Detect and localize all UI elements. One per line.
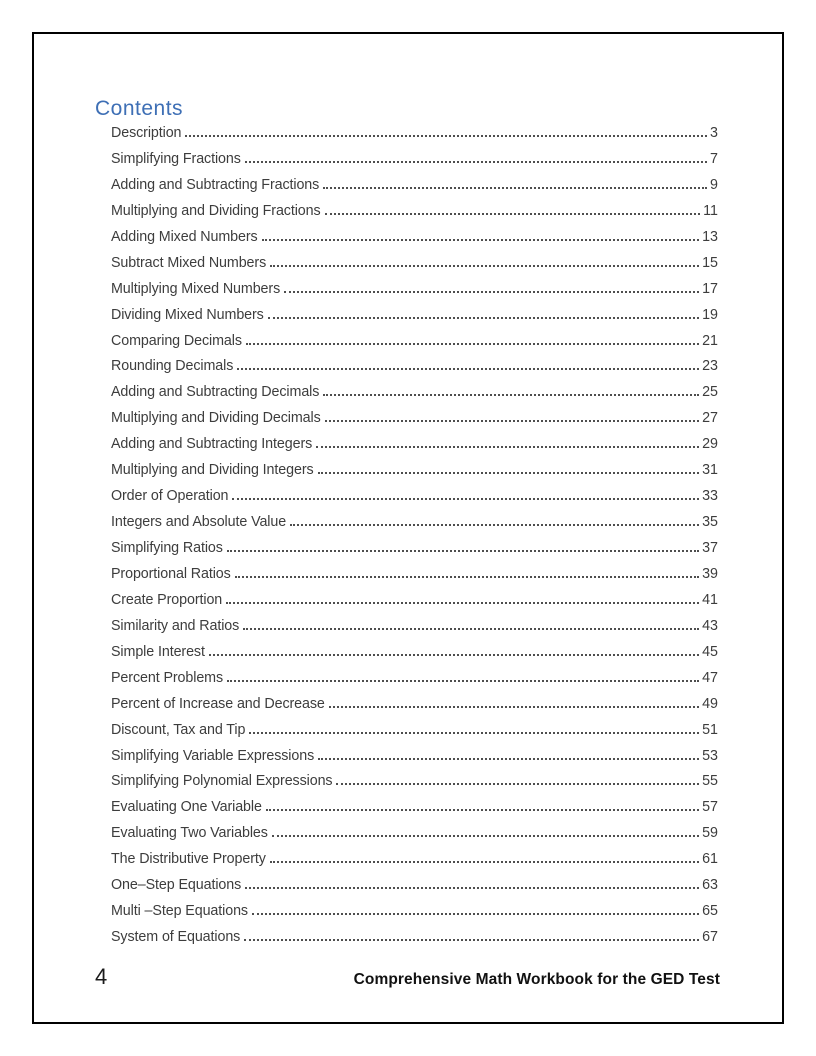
toc-entry-title: Adding and Subtracting Decimals [111, 384, 320, 401]
toc-entry-page: 13 [702, 228, 718, 245]
toc-leader-dots [284, 291, 699, 293]
toc-entry-title: Description [111, 125, 182, 141]
toc-entry-page: 63 [702, 877, 718, 894]
toc-entry-page: 45 [702, 643, 718, 660]
toc-entry [111, 696, 718, 722]
toc-entry [111, 203, 718, 229]
toc-entry [111, 436, 718, 462]
toc-leader-dots [245, 887, 699, 889]
toc-entry-page: 25 [702, 384, 718, 401]
toc-entry [111, 255, 718, 281]
toc-entry-page: 39 [702, 565, 718, 582]
book-title: Comprehensive Math Workbook for the GED Test [353, 971, 720, 988]
toc-entry-title: Comparing Decimals [111, 332, 242, 349]
toc-entry-title: Simplifying Fractions [111, 150, 241, 167]
toc-entry-page: 23 [702, 358, 718, 375]
toc-entry-page: 27 [702, 410, 718, 427]
toc-leader-dots [316, 446, 699, 448]
toc-entry [111, 307, 718, 333]
page-border [32, 32, 784, 1024]
toc-leader-dots [272, 835, 699, 837]
toc-entry-title: Multiplying and Dividing Integers [111, 462, 314, 479]
toc-entry [111, 229, 718, 255]
toc-entry [111, 825, 718, 851]
toc-entry [111, 877, 718, 903]
toc-entry [111, 566, 718, 592]
toc-entry [111, 748, 718, 774]
toc-entry [111, 929, 718, 955]
toc-leader-dots [290, 524, 699, 526]
toc-leader-dots [235, 576, 699, 578]
toc-leader-dots [227, 680, 699, 682]
toc-leader-dots [270, 861, 699, 863]
toc-entry-title: Percent of Increase and Decrease [111, 695, 325, 712]
toc-entry-title: Dividing Mixed Numbers [111, 306, 264, 323]
toc-entry-title: Simple Interest [111, 643, 205, 660]
toc-entry-page: 47 [702, 669, 718, 686]
toc-entry-title: Multiplying Mixed Numbers [111, 280, 281, 297]
toc-leader-dots [252, 913, 699, 915]
toc-entry-page: 17 [702, 280, 718, 297]
toc-entry [111, 799, 718, 825]
toc-list [111, 125, 718, 955]
toc-entry-page: 15 [702, 254, 718, 271]
toc-entry [111, 177, 718, 203]
toc-entry-title: System of Equations [111, 929, 241, 946]
toc-entry [111, 410, 718, 436]
toc-entry [111, 722, 718, 748]
toc-leader-dots [329, 706, 699, 708]
toc-entry-title: Evaluating Two Variables [111, 825, 268, 842]
toc-entry [111, 851, 718, 877]
toc-entry-page: 65 [702, 903, 718, 920]
toc-entry-page: 21 [702, 332, 718, 349]
toc-entry-page: 67 [702, 929, 718, 946]
toc-leader-dots [243, 628, 699, 630]
toc-entry-title: Multiplying and Dividing Fractions [111, 202, 321, 219]
toc-entry-page: 61 [702, 851, 718, 868]
toc-leader-dots [232, 498, 699, 500]
toc-leader-dots [246, 343, 699, 345]
toc-entry [111, 773, 718, 799]
toc-entry-page: 7 [710, 150, 718, 167]
toc-leader-dots [318, 758, 699, 760]
toc-entry [111, 903, 718, 929]
toc-entry-title: Simplifying Ratios [111, 540, 223, 556]
toc-entry [111, 670, 718, 696]
toc-leader-dots [262, 239, 699, 241]
toc-entry-page: 43 [702, 617, 718, 634]
toc-leader-dots [323, 394, 699, 396]
toc-entry-title: Multi –Step Equations [111, 903, 248, 920]
toc-entry-page: 35 [702, 514, 718, 531]
toc-entry-title: Proportional Ratios [111, 565, 231, 582]
toc-leader-dots [270, 265, 699, 267]
toc-entry-title: Adding Mixed Numbers [111, 228, 258, 245]
toc-entry [111, 592, 718, 618]
toc-leader-dots [318, 472, 700, 474]
toc-entry-title: The Distributive Property [111, 851, 266, 868]
toc-entry-title: Similarity and Ratios [111, 617, 240, 634]
toc-entry-page: 3 [710, 125, 718, 141]
toc-leader-dots [209, 654, 699, 656]
toc-entry [111, 125, 718, 151]
toc-entry-title: Simplifying Polynomial Expressions [111, 773, 333, 790]
toc-entry-page: 33 [702, 488, 718, 505]
toc-entry-page: 53 [702, 747, 718, 764]
toc-entry-page: 49 [702, 695, 718, 712]
toc-entry-title: Multiplying and Dividing Decimals [111, 410, 321, 427]
toc-entry-page: 59 [702, 825, 718, 842]
toc-entry [111, 514, 718, 540]
page-footer [95, 964, 720, 990]
toc-leader-dots [226, 602, 699, 604]
toc-entry-title: Evaluating One Variable [111, 799, 262, 816]
toc-entry-title: Discount, Tax and Tip [111, 721, 246, 738]
toc-entry-title: Order of Operation [111, 488, 229, 505]
toc-entry-page: 31 [702, 462, 718, 479]
toc-leader-dots [245, 161, 707, 163]
toc-entry-page: 9 [710, 176, 718, 193]
toc-entry-title: One–Step Equations [111, 877, 242, 894]
toc-entry [111, 462, 718, 488]
toc-entry [111, 151, 718, 177]
toc-entry [111, 333, 718, 359]
toc-leader-dots [244, 939, 699, 941]
toc-entry [111, 358, 718, 384]
toc-entry-page: 29 [702, 436, 718, 453]
toc-entry-title: Rounding Decimals [111, 358, 234, 375]
toc-entry [111, 281, 718, 307]
toc-entry [111, 384, 718, 410]
toc-entry-page: 41 [702, 591, 718, 608]
toc-leader-dots [325, 213, 701, 215]
toc-entry-page: 51 [702, 721, 718, 738]
toc-entry-page: 37 [702, 540, 718, 556]
toc-leader-dots [266, 809, 699, 811]
toc-entry-title: Subtract Mixed Numbers [111, 254, 267, 271]
toc-entry-title: Integers and Absolute Value [111, 514, 287, 531]
toc-leader-dots [268, 317, 699, 319]
toc-entry-title: Percent Problems [111, 669, 224, 686]
toc-leader-dots [237, 368, 699, 370]
toc-leader-dots [325, 420, 699, 422]
toc-entry-title: Simplifying Variable Expressions [111, 747, 315, 764]
toc-entry-title: Adding and Subtracting Integers [111, 436, 313, 453]
toc-entry-page: 11 [703, 202, 718, 219]
toc-leader-dots [323, 187, 707, 189]
toc-entry-title: Adding and Subtracting Fractions [111, 176, 320, 193]
toc-leader-dots [185, 135, 707, 137]
page-number: 4 [95, 964, 108, 989]
toc-leader-dots [227, 550, 699, 552]
toc-entry [111, 618, 718, 644]
toc-entry [111, 488, 718, 514]
toc-entry-page: 55 [702, 773, 718, 790]
toc-entry [111, 540, 718, 566]
toc-entry-title: Create Proportion [111, 591, 223, 608]
toc-entry [111, 644, 718, 670]
toc-leader-dots [249, 732, 699, 734]
toc-entry-page: 57 [702, 799, 718, 816]
toc-entry-page: 19 [702, 306, 718, 323]
contents-heading: Contents [95, 97, 184, 120]
toc-leader-dots [336, 783, 699, 785]
